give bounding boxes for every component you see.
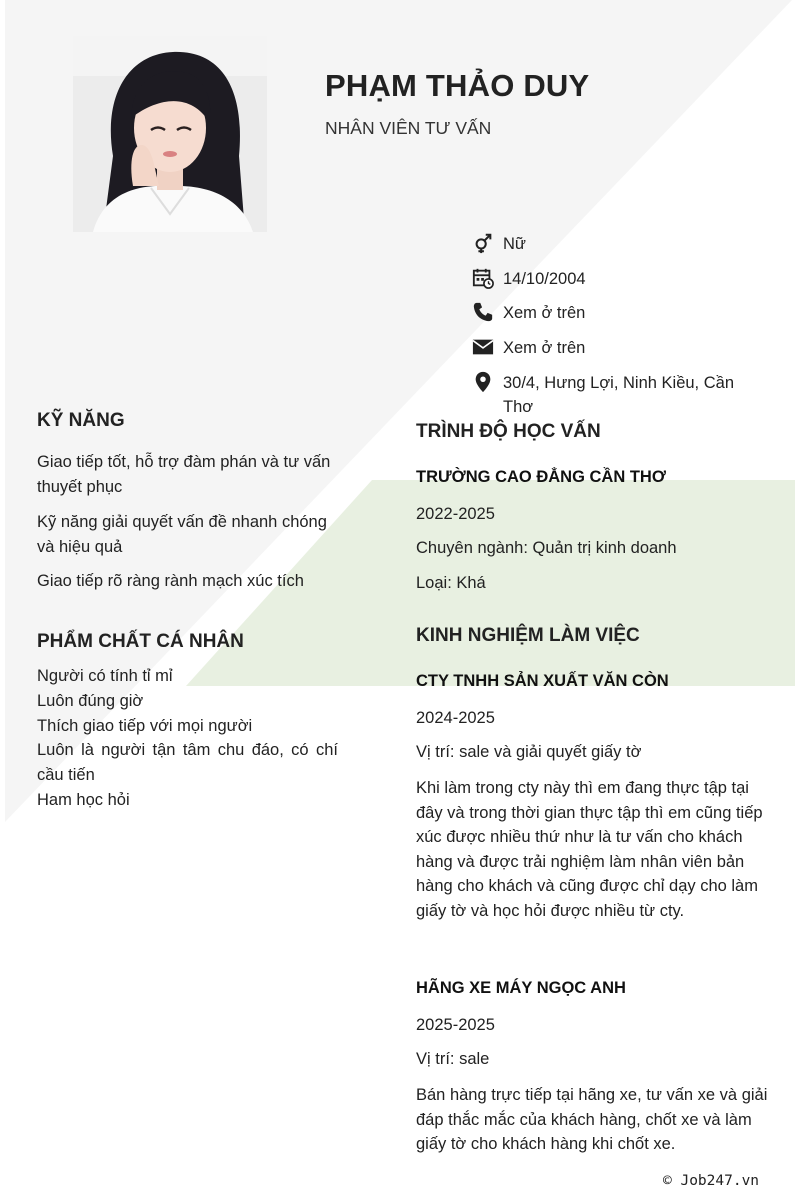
job-description: Bán hàng trực tiếp tại hãng xe, tư vấn xe và giải đáp thắc mắc của khách hàng, chốt xe và làm giấy tờ cho khách hàng khi chốt xe.: [416, 1086, 768, 1153]
qualities-heading: PHẨM CHẤT CÁ NHÂN: [37, 631, 244, 652]
education-major: Chuyên ngành: Quản trị kinh doanh: [416, 539, 677, 557]
info-address: [472, 371, 752, 419]
address-value: 30/4, Hưng Lợi, Ninh Kiều, Cần Thơ: [503, 374, 734, 416]
education-grade: Loại: Khá: [416, 574, 486, 592]
job-position: Vị trí: sale và giải quyết giấy tờ: [416, 743, 642, 761]
calendar-icon: [472, 267, 494, 289]
quality-item: Thích giao tiếp với mọi người: [37, 717, 253, 735]
quality-item: Người có tính tỉ mỉ: [37, 667, 173, 685]
email-icon: [472, 336, 494, 358]
job-position: Vị trí: sale: [416, 1050, 490, 1068]
skills-heading: KỸ NĂNG: [37, 410, 125, 431]
info-phone: [472, 301, 752, 325]
footer-copyright: © Job247.vn: [663, 1173, 760, 1189]
gender-icon: [472, 232, 494, 254]
school-name: TRƯỜNG CAO ĐẲNG CẦN THƠ: [416, 468, 666, 486]
candidate-name: PHẠM THẢO DUY: [325, 68, 590, 103]
phone-icon: [472, 301, 494, 323]
job-period: 2025-2025: [416, 1016, 495, 1034]
skill-item: Giao tiếp rõ ràng rành mạch xúc tích: [37, 572, 304, 590]
info-gender: [472, 232, 752, 256]
quality-item: Luôn là người tận tâm chu đáo, có chí cầu tiến: [37, 741, 338, 784]
location-icon: [472, 371, 494, 393]
job-description: Khi làm trong cty này thì em đang thực tập tại đây và trong thời gian thực tập thì em cũng tiếp xúc được nhiều thứ như là tư vấn cho khách hàng và được trải nghiệm làm nhân viên bản hàng cho khách và cũng được chỉ dạy cho làm giấy tờ và học hỏi được nhiều từ cty.: [416, 779, 763, 920]
email-value: Xem ở trên: [503, 339, 586, 357]
education-period: 2022-2025: [416, 505, 495, 523]
quality-item: Luôn đúng giờ: [37, 692, 144, 710]
company-name: HÃNG XE MÁY NGỌC ANH: [416, 979, 626, 997]
phone-value: Xem ở trên: [503, 304, 586, 322]
job-title: NHÂN VIÊN TƯ VẤN: [325, 118, 492, 138]
experience-heading: KINH NGHIỆM LÀM VIỆC: [416, 625, 640, 646]
education-heading: TRÌNH ĐỘ HỌC VẤN: [416, 421, 601, 442]
birthdate-value: 14/10/2004: [503, 270, 586, 288]
job-period: 2024-2025: [416, 709, 495, 727]
quality-item: Ham học hỏi: [37, 791, 130, 809]
skill-item: Giao tiếp tốt, hỗ trợ đàm phán và tư vấn thuyết phục: [37, 453, 331, 496]
skill-item: Kỹ năng giải quyết vấn đề nhanh chóng và hiệu quả: [37, 513, 327, 556]
company-name: CTY TNHH SẢN XUẤT VĂN CÒN: [416, 672, 669, 690]
info-birthdate: [472, 267, 752, 291]
gender-value: Nữ: [503, 235, 526, 253]
profile-photo: [73, 36, 267, 232]
info-email: [472, 336, 752, 360]
